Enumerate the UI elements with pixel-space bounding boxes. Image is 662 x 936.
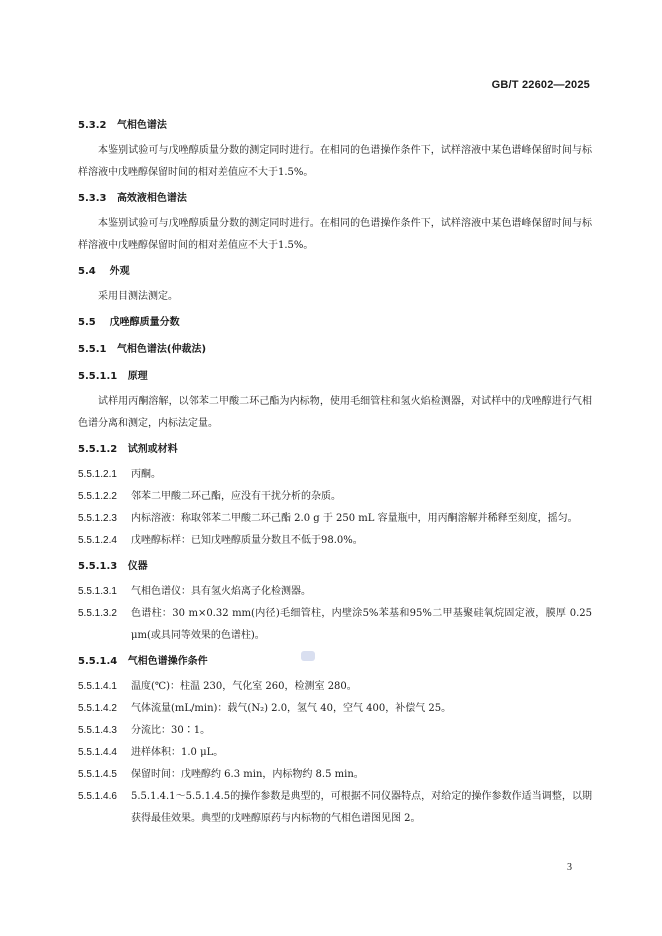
list-item: 5.5.1.2.1 丙酮。 — [78, 469, 161, 480]
list-item: 5.5.1.3.1 气相色谱仪：具有氢火焰离子化检测器。 — [78, 586, 311, 597]
list-item: 5.5.1.4.6 5.5.1.4.1～5.5.1.4.5的操作参数是典型的，可根据不同仪器特点，对给定的操作参数作适当调整，以期获得最佳效果。典型的戊唑醇原药与内标物的气相色谱图见图 2。 — [78, 791, 592, 824]
list-item: 5.5.1.3.2 色谱柱：30 m×0.32 mm(内径)毛细管柱，内壁涂5%苯基和95%二甲基聚硅氧烷固定液，膜厚 0.25 μm(或具同等效果的色谱柱)。 — [78, 608, 592, 641]
document-code: GB/T 22602—2025 — [491, 79, 590, 91]
list-item: 5.5.1.4.4 进样体积：1.0 μL。 — [78, 747, 224, 758]
section-heading: 5.5.1 气相色谱法(仲裁法) — [78, 344, 207, 355]
document-body — [78, 118, 592, 830]
list-item: 5.5.1.4.1 温度(℃)：柱温 230，气化室 260，检测室 280。 — [78, 681, 357, 692]
list-item: 5.5.1.4.2 气体流量(mL/min)：载气(N₂) 2.0，氢气 40，空气 400，补偿气 25。 — [78, 703, 452, 714]
section-heading: 5.5.1.1 原理 — [78, 371, 148, 382]
list-item: 5.5.1.2.4 戊唑醇标样：已知戊唑醇质量分数且不低于98.0%。 — [78, 535, 363, 546]
paragraph: 本鉴别试验可与戊唑醇质量分数的测定同时进行。在相同的色谱操作条件下，试样溶液中某色谱峰保留时间与标样溶液中戊唑醇保留时间的相对差值应不大于1.5%。 — [78, 145, 592, 178]
list-item: 5.5.1.2.2 邻苯二甲酸二环己酯，应没有干扰分析的杂质。 — [78, 491, 341, 502]
list-item: 5.5.1.2.3 内标溶液：称取邻苯二甲酸二环己酯 2.0 g 于 250 mL 容量瓶中，用丙酮溶解并稀释至刻度，摇匀。 — [78, 513, 578, 524]
section-heading: 5.5.1.3 仪器 — [78, 561, 148, 572]
watermark-logo — [301, 651, 315, 661]
page-number: 3 — [567, 862, 572, 873]
section-heading: 5.3.3 高效液相色谱法 — [78, 193, 187, 204]
paragraph: 采用目测法测定。 — [98, 291, 178, 302]
section-heading: 5.5 戊唑醇质量分数 — [78, 317, 180, 328]
section-heading: 5.4 外观 — [78, 266, 130, 277]
section-heading: 5.5.1.2 试剂或材料 — [78, 444, 178, 455]
list-item: 5.5.1.4.5 保留时间：戊唑醇约 6.3 min，内标物约 8.5 min。 — [78, 769, 364, 780]
paragraph: 试样用丙酮溶解，以邻苯二甲酸二环己酯为内标物，使用毛细管柱和氢火焰检测器，对试样中的戊唑醇进行气相色谱分离和测定，内标法定量。 — [78, 396, 592, 429]
section-heading: 5.3.2 气相色谱法 — [78, 120, 167, 131]
list-item: 5.5.1.4.3 分流比：30∶1。 — [78, 725, 211, 736]
paragraph: 本鉴别试验可与戊唑醇质量分数的测定同时进行。在相同的色谱操作条件下，试样溶液中某色谱峰保留时间与标样溶液中戊唑醇保留时间的相对差值应不大于1.5%。 — [78, 218, 592, 251]
section-heading: 5.5.1.4 气相色谱操作条件 — [78, 656, 208, 667]
